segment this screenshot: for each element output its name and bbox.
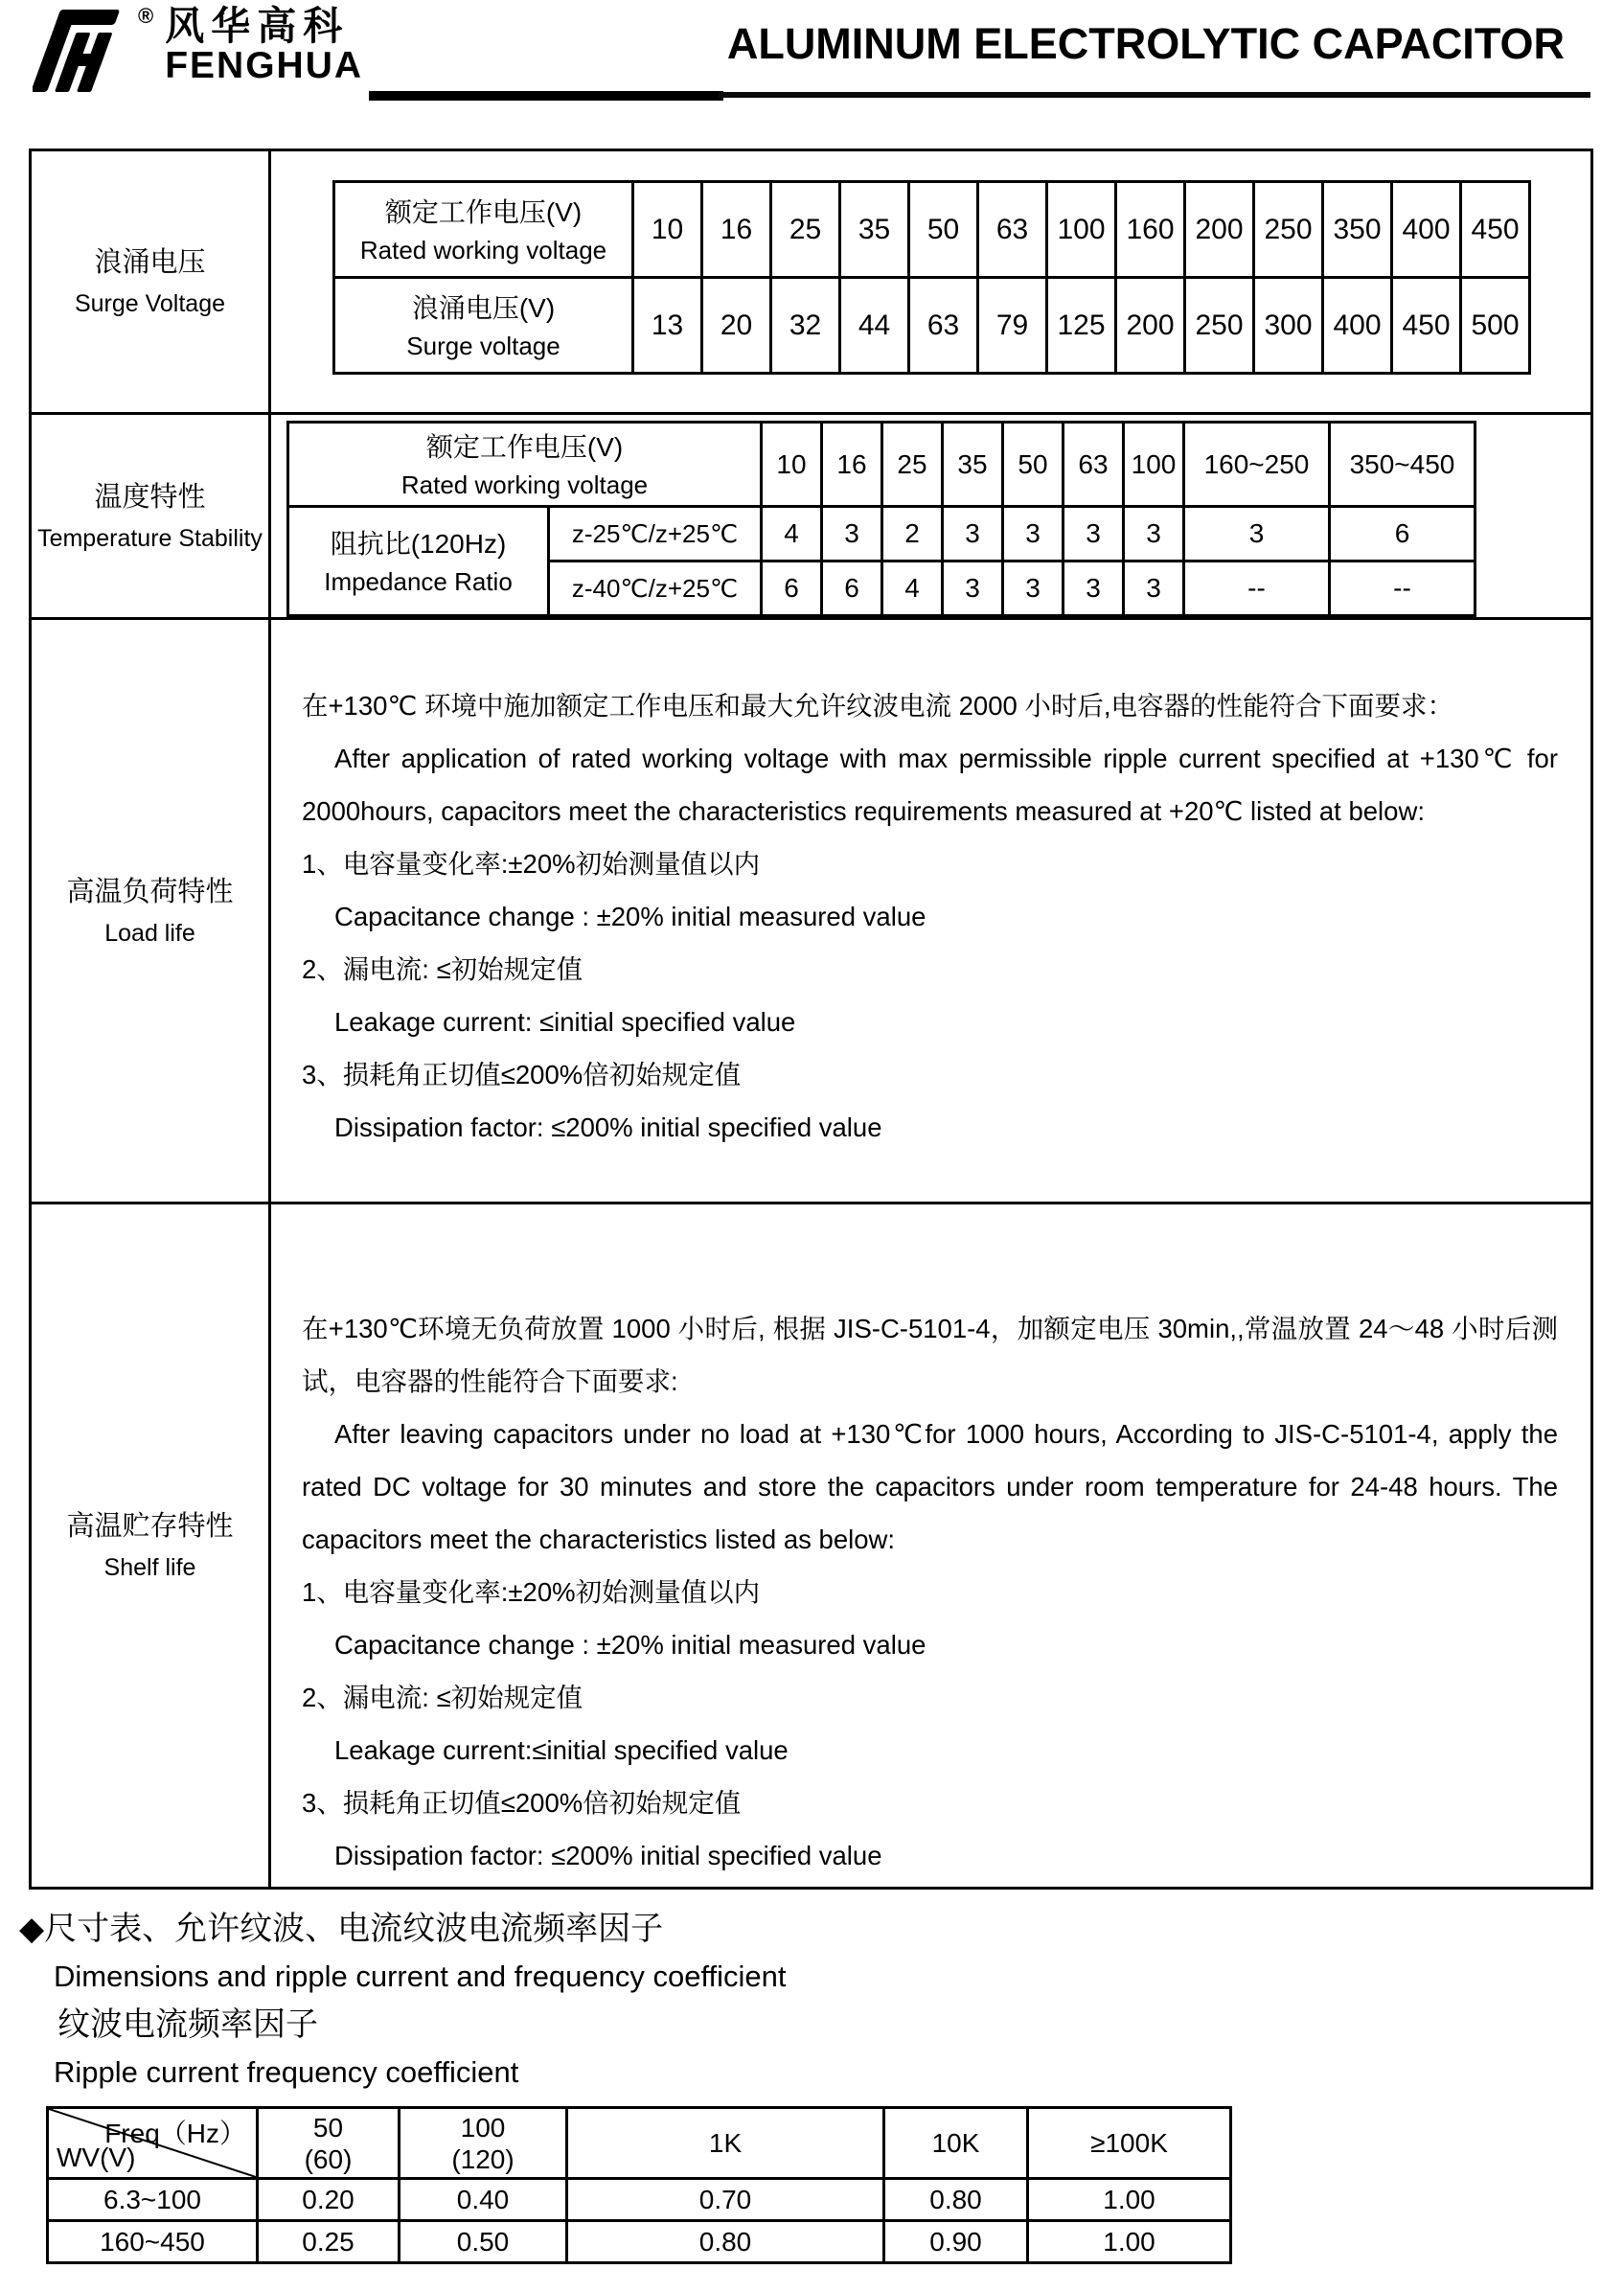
coefficient-cell: 0.25 <box>258 2221 400 2263</box>
impedance-value: 3 <box>943 562 1003 616</box>
surge-label-zh: 浪涌电压 <box>94 247 206 278</box>
impedance-value: 3 <box>1003 562 1064 616</box>
rated-voltage-cell: 200 <box>1185 182 1254 278</box>
shelf-life-item3-zh: 3、损耗角正切值≤200%倍初始规定值 <box>302 1787 742 1818</box>
surge-voltage-section <box>31 150 1592 414</box>
shelf-life-label-zh: 高温贮存特性 <box>66 1511 234 1542</box>
surge-section-content <box>270 150 1592 414</box>
header-rule-thin <box>719 92 1590 98</box>
impedance-value: 3 <box>1124 562 1184 616</box>
load-life-item2-en: Leakage current: ≤initial specified value <box>334 1007 796 1037</box>
impedance-condition-2: z-40℃/z+25℃ <box>549 562 762 616</box>
freq-row-high-voltage <box>48 2221 1231 2263</box>
rated-voltage-cell: 400 <box>1392 182 1461 278</box>
shelf-life-item2-en: Leakage current:≤initial specified value <box>334 1734 789 1765</box>
shelf-life-item2-zh: 2、漏电流: ≤初始规定值 <box>302 1682 583 1712</box>
rated-voltage-cell: 35 <box>840 182 909 278</box>
surge-voltage-cell: 250 <box>1185 278 1254 374</box>
shelf-life-paragraph-en: After leaving capacitors under no load at +130℃for 1000 hours, According to JIS-C-5101-4, apply the rated DC voltage for 30 minutes and store the capacitors under room temperature for 24-48 hours. The capacitors meet the characteristics listed as below: <box>302 1418 1558 1554</box>
logo-english-name: FENGHUA <box>165 45 364 87</box>
dimensions-heading <box>19 1905 1624 2097</box>
load-life-content <box>270 619 1592 1203</box>
freq-row-low-voltage <box>48 2179 1231 2221</box>
load-life-section-label <box>31 619 270 1203</box>
surge-voltage-cell: 200 <box>1116 278 1185 374</box>
freq-column-header-100: 100 (120) <box>400 2108 567 2179</box>
impedance-value: 3 <box>1124 507 1184 562</box>
impedance-ratio-table <box>286 421 1476 617</box>
load-life-item3-en: Dissipation factor: ≤200% initial specified value <box>334 1112 882 1142</box>
dimensions-heading-en: Dimensions and ripple current and frequency coefficient <box>54 1960 787 1993</box>
registered-trademark-symbol: ® <box>138 4 154 28</box>
rated-voltage-cell: 100 <box>1047 182 1116 278</box>
logo-chinese-name: 风华高科 <box>165 4 350 48</box>
rated-voltage-row <box>334 182 1530 278</box>
impedance-value: 3 <box>1064 562 1124 616</box>
dimensions-heading-zh: ◆尺寸表、允许纹波、电流纹波电流频率因子 <box>19 1911 664 1947</box>
coefficient-cell: 0.80 <box>884 2179 1028 2221</box>
load-life-section <box>31 619 1592 1203</box>
surge-voltage-cell: 400 <box>1323 278 1392 374</box>
load-life-label-en: Load life <box>104 919 195 947</box>
rated-voltage-cell: 450 <box>1461 182 1530 278</box>
freq-column-header-1k: 1K <box>567 2108 884 2179</box>
freq-column-header-100k: ≥100K <box>1028 2108 1231 2179</box>
temp-voltage-header: 100 <box>1124 423 1184 507</box>
impedance-row-1 <box>288 507 1475 562</box>
rated-voltage-cell: 50 <box>909 182 978 278</box>
temperature-section-content <box>270 414 1592 619</box>
shelf-life-section <box>31 1203 1592 1889</box>
surge-voltage-cell: 13 <box>633 278 702 374</box>
impedance-value: 6 <box>1330 507 1475 562</box>
impedance-value: -- <box>1330 562 1475 616</box>
load-life-item1-zh: 1、电容量变化率:±20%初始测量值以内 <box>302 849 761 879</box>
surge-voltage-cell: 20 <box>702 278 771 374</box>
temp-voltage-header: 63 <box>1064 423 1124 507</box>
impedance-value: 3 <box>1064 507 1124 562</box>
load-life-item3-zh: 3、损耗角正切值≤200%倍初始规定值 <box>302 1060 742 1089</box>
impedance-value: 3 <box>943 507 1003 562</box>
impedance-condition-1: z-25℃/z+25℃ <box>549 507 762 562</box>
shelf-life-item1-zh: 1、电容量变化率:±20%初始测量值以内 <box>302 1576 761 1607</box>
impedance-value: 3 <box>822 507 882 562</box>
temp-voltage-header: 10 <box>762 423 822 507</box>
rated-voltage-cell: 250 <box>1254 182 1323 278</box>
page-title: ALUMINUM ELECTROLYTIC CAPACITOR <box>726 19 1565 68</box>
freq-column-header-50: 50 (60) <box>258 2108 400 2179</box>
rated-voltage-cell: 16 <box>702 182 771 278</box>
impedance-value: 3 <box>1184 507 1330 562</box>
surge-voltage-cell: 79 <box>978 278 1047 374</box>
temperature-section-label <box>31 414 270 619</box>
ripple-coefficient-heading-en: Ripple current frequency coefficient <box>54 2055 519 2089</box>
freq-table-corner-cell <box>48 2108 258 2179</box>
temp-voltage-header: 50 <box>1003 423 1064 507</box>
impedance-value: 6 <box>822 562 882 616</box>
wv-range-cell: 6.3~100 <box>48 2179 258 2221</box>
surge-voltage-cell: 300 <box>1254 278 1323 374</box>
rated-voltage-cell: 10 <box>633 182 702 278</box>
surge-voltage-cell: 32 <box>771 278 840 374</box>
shelf-life-section-label <box>31 1203 270 1889</box>
coefficient-cell: 0.20 <box>258 2179 400 2221</box>
temp-voltage-header: 16 <box>822 423 882 507</box>
wv-axis-label: WV(V) <box>57 2143 136 2172</box>
rated-voltage-cell: 350 <box>1323 182 1392 278</box>
coefficient-cell: 0.90 <box>884 2221 1028 2263</box>
impedance-value: 4 <box>762 507 822 562</box>
spec-table <box>29 149 1593 1890</box>
temperature-label-zh: 温度特性 <box>94 481 206 513</box>
coefficient-cell: 1.00 <box>1028 2179 1231 2221</box>
freq-column-header-10k: 10K <box>884 2108 1028 2179</box>
fenghua-logo-icon <box>33 6 136 92</box>
surge-voltage-row <box>334 278 1530 374</box>
surge-voltage-cell: 500 <box>1461 278 1530 374</box>
freq-table-header-row <box>48 2108 1231 2179</box>
impedance-ratio-label: 阻抗比(120Hz) Impedance Ratio <box>288 507 549 616</box>
logo-text <box>165 4 364 87</box>
shelf-life-label-en: Shelf life <box>103 1554 196 1581</box>
surge-voltage-row-label: 浪涌电压(V) Surge voltage <box>334 278 633 374</box>
shelf-life-item1-en: Capacitance change : ±20% initial measured value <box>334 1629 926 1660</box>
temp-voltage-header: 350~450 <box>1330 423 1475 507</box>
impedance-value: 6 <box>762 562 822 616</box>
surge-label-en: Surge Voltage <box>74 290 226 317</box>
page-header <box>0 0 1624 149</box>
surge-section-label <box>31 150 270 414</box>
load-life-paragraph-zh: 在+130℃ 环境中施加额定工作电压和最大允许纹波电流 2000 小时后,电容器的性能符合下面要求： <box>302 691 1454 721</box>
coefficient-cell: 0.40 <box>400 2179 567 2221</box>
surge-voltage-cell: 450 <box>1392 278 1461 374</box>
load-life-paragraph-en: After application of rated working voltage with max permissible ripple current specified at +130℃ for 2000hours, capacitors meet the characteristics requirements measured at +20℃ listed at below: <box>302 744 1558 826</box>
load-life-item1-en: Capacitance change : ±20% initial measured value <box>334 902 926 931</box>
coefficient-cell: 0.70 <box>567 2179 884 2221</box>
ripple-coefficient-heading-zh: 纹波电流频率因子 <box>57 2006 318 2043</box>
coefficient-cell: 0.80 <box>567 2221 884 2263</box>
coefficient-cell: 1.00 <box>1028 2221 1231 2263</box>
rated-voltage-cell: 63 <box>978 182 1047 278</box>
rated-voltage-cell: 160 <box>1116 182 1185 278</box>
surge-voltage-table <box>332 180 1531 375</box>
temp-voltage-header: 160~250 <box>1184 423 1330 507</box>
impedance-value: 3 <box>1003 507 1064 562</box>
shelf-life-item3-en: Dissipation factor: ≤200% initial specified value <box>334 1840 882 1870</box>
surge-voltage-cell: 63 <box>909 278 978 374</box>
shelf-life-paragraph-zh: 在+130℃环境无负荷放置 1000 小时后, 根据 JIS-C-5101-4，加额定电压 30min,,常温放置 24～48 小时后测试，电容器的性能符合下面要求: <box>302 1313 1558 1396</box>
temp-table-header-row <box>288 423 1475 507</box>
rated-voltage-row-label: 额定工作电压(V) Rated working voltage <box>334 182 633 278</box>
temp-rated-voltage-header: 额定工作电压(V) Rated working voltage <box>288 423 762 507</box>
impedance-value: 2 <box>882 507 943 562</box>
temperature-label-en: Temperature Stability <box>37 524 263 552</box>
fenghua-logo <box>33 6 363 92</box>
header-rule-thick <box>369 91 723 101</box>
impedance-value: -- <box>1184 562 1330 616</box>
impedance-value: 4 <box>882 562 943 616</box>
surge-voltage-cell: 44 <box>840 278 909 374</box>
shelf-life-content <box>270 1203 1592 1889</box>
surge-voltage-cell: 125 <box>1047 278 1116 374</box>
temp-voltage-header: 25 <box>882 423 943 507</box>
frequency-coefficient-table <box>46 2106 1232 2264</box>
load-life-item2-zh: 2、漏电流: ≤初始规定值 <box>302 954 583 984</box>
rated-voltage-cell: 25 <box>771 182 840 278</box>
wv-range-cell: 160~450 <box>48 2221 258 2263</box>
coefficient-cell: 0.50 <box>400 2221 567 2263</box>
freq-axis-label: Freq（Hz） <box>104 2119 246 2148</box>
temp-voltage-header: 35 <box>943 423 1003 507</box>
load-life-label-zh: 高温负荷特性 <box>66 876 234 907</box>
temperature-section <box>31 414 1592 619</box>
